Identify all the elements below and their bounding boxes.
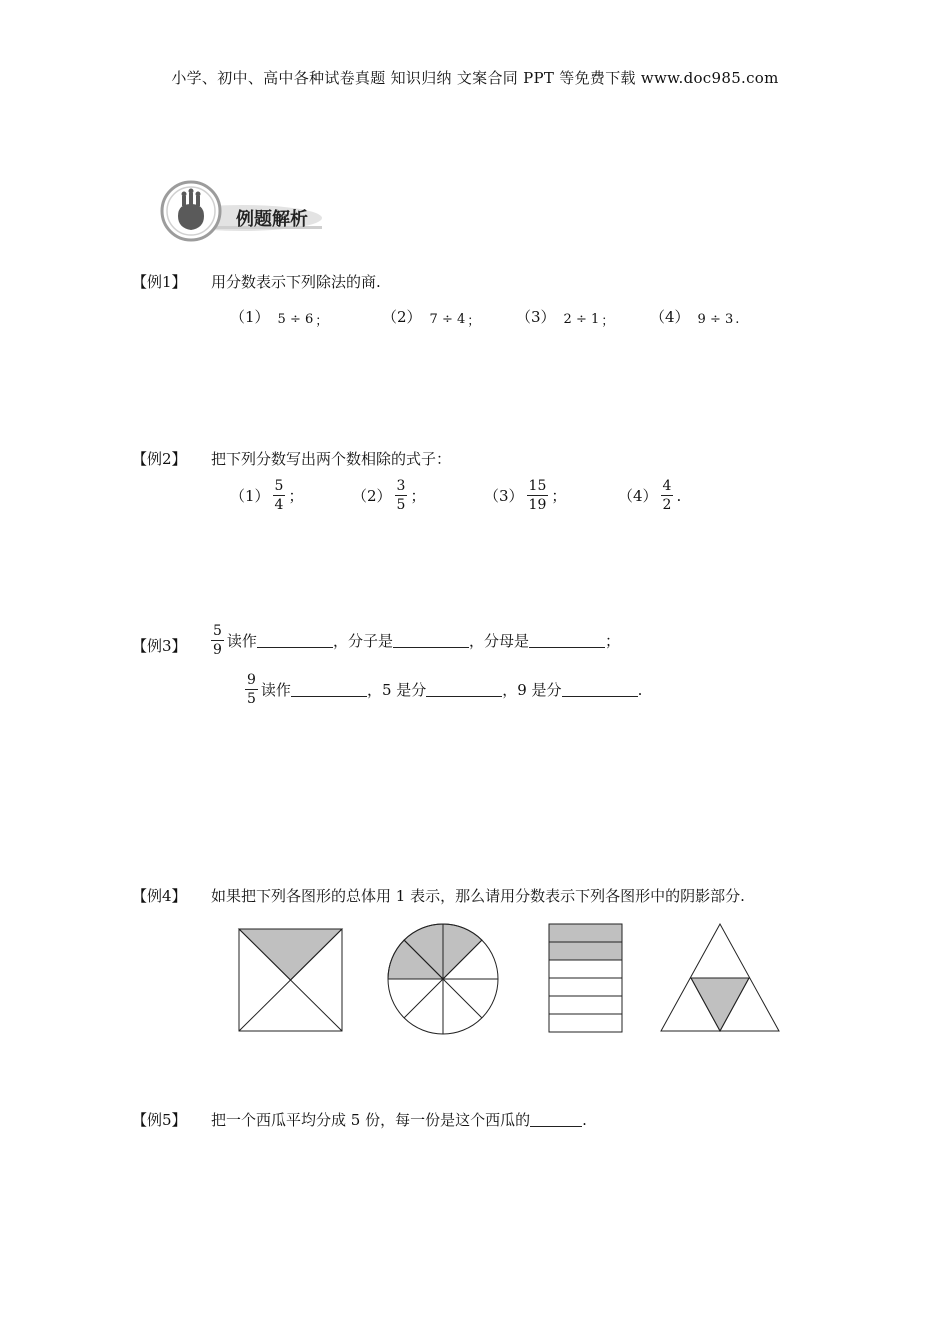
ex1-item-4 bbox=[650, 306, 739, 327]
ex4-label: 【例4】 bbox=[132, 887, 187, 905]
shaded-part bbox=[443, 924, 482, 979]
ex2-label: 【例2】 bbox=[132, 450, 187, 468]
division-expression: 5 ÷ 6 bbox=[277, 312, 314, 327]
figure-rectangle bbox=[549, 924, 622, 1032]
ex5-prompt-line bbox=[211, 1109, 587, 1130]
answer-blank[interactable] bbox=[393, 633, 469, 648]
denominator-text: ，分母是 bbox=[468, 632, 529, 650]
fraction bbox=[273, 478, 286, 513]
section-title: 例题解析 bbox=[236, 209, 308, 230]
fraction bbox=[661, 478, 674, 513]
ex1-item-3 bbox=[516, 306, 614, 327]
ex1-label: 【例1】 bbox=[132, 273, 187, 291]
ex1-item-2 bbox=[382, 306, 480, 327]
item-end: ； bbox=[288, 487, 304, 505]
division-expression: 7 ÷ 4 bbox=[429, 312, 466, 327]
ex1-prompt: 用分数表示下列除法的商. bbox=[211, 273, 381, 291]
answer-blank[interactable] bbox=[291, 682, 367, 697]
fraction bbox=[395, 478, 408, 513]
item-end: ； bbox=[315, 314, 329, 329]
fraction bbox=[527, 478, 549, 513]
fraction-denominator: 9 bbox=[213, 642, 222, 658]
ex3-line-1 bbox=[208, 623, 620, 658]
item-end: . bbox=[735, 312, 740, 327]
fraction-denominator: 2 bbox=[662, 497, 672, 513]
ex2-item-3 bbox=[484, 478, 566, 513]
item-end: ； bbox=[410, 487, 426, 505]
numerator-text: ，分子是 bbox=[332, 632, 393, 650]
five-is-text: ，5 是分 bbox=[366, 681, 427, 699]
fraction-denominator: 19 bbox=[528, 497, 547, 513]
division-expression: 9 ÷ 3 bbox=[697, 312, 734, 327]
fraction bbox=[211, 623, 224, 658]
ex4-figures bbox=[230, 920, 800, 1040]
line-end: ； bbox=[604, 632, 620, 650]
fraction-denominator: 5 bbox=[396, 497, 406, 513]
answer-blank[interactable] bbox=[529, 633, 605, 648]
fraction-denominator: 5 bbox=[247, 691, 256, 707]
item-number: （1） bbox=[230, 487, 270, 505]
item-number: （4） bbox=[618, 487, 658, 505]
item-end: ； bbox=[551, 487, 567, 505]
item-number: （4） bbox=[650, 308, 690, 326]
nine-is-text: ，9 是分 bbox=[502, 681, 562, 699]
shaded-part bbox=[691, 978, 749, 1031]
fraction-denominator: 4 bbox=[274, 497, 284, 513]
ex5-label: 【例5】 bbox=[132, 1111, 187, 1129]
item-number: （2） bbox=[352, 487, 392, 505]
answer-blank[interactable] bbox=[562, 682, 638, 697]
ex1-item-1 bbox=[230, 306, 328, 327]
fraction-numerator: 4 bbox=[662, 478, 672, 494]
line-end: . bbox=[582, 1110, 587, 1129]
fraction-numerator: 5 bbox=[274, 478, 284, 494]
item-number: （3） bbox=[484, 487, 524, 505]
figure-circle bbox=[388, 924, 498, 1034]
line-end: . bbox=[637, 680, 643, 699]
ex2-item-4 bbox=[618, 478, 681, 513]
answer-blank[interactable] bbox=[530, 1112, 582, 1127]
fraction-numerator: 3 bbox=[396, 478, 406, 494]
ex3-label: 【例3】 bbox=[132, 637, 187, 655]
item-number: （2） bbox=[382, 308, 422, 326]
ex2-prompt: 把下列分数写出两个数相除的式子： bbox=[211, 450, 452, 468]
ex3-line-2 bbox=[242, 672, 642, 707]
item-end: . bbox=[676, 486, 682, 505]
page-header: 小学、初中、高中各种试卷真题 知识归纳 文案合同 PPT 等免费下载 www.doc985.com bbox=[171, 69, 779, 87]
answer-blank[interactable] bbox=[257, 633, 333, 648]
item-number: （1） bbox=[230, 308, 270, 326]
shaded-part bbox=[239, 929, 342, 980]
fraction bbox=[245, 672, 258, 707]
item-end: ； bbox=[601, 314, 615, 329]
read-as-text: 读作 bbox=[260, 681, 291, 699]
figure-triangle bbox=[661, 924, 779, 1031]
ex5-prompt: 把一个西瓜平均分成 5 份，每一份是这个西瓜的 bbox=[211, 1111, 531, 1129]
ex2-item-1 bbox=[230, 478, 303, 513]
division-expression: 2 ÷ 1 bbox=[563, 312, 600, 327]
item-number: （3） bbox=[516, 308, 556, 326]
answer-blank[interactable] bbox=[426, 682, 502, 697]
ex4-prompt: 如果把下列各图形的总体用 1 表示，那么请用分数表示下列各图形中的阴影部分. bbox=[211, 887, 745, 905]
figure-square bbox=[239, 929, 342, 1031]
fraction-numerator: 15 bbox=[528, 478, 547, 494]
fraction-numerator: 5 bbox=[213, 623, 222, 639]
ex2-item-2 bbox=[352, 478, 425, 513]
read-as-text: 读作 bbox=[226, 632, 257, 650]
fraction-numerator: 9 bbox=[247, 672, 256, 688]
item-end: ； bbox=[467, 314, 481, 329]
